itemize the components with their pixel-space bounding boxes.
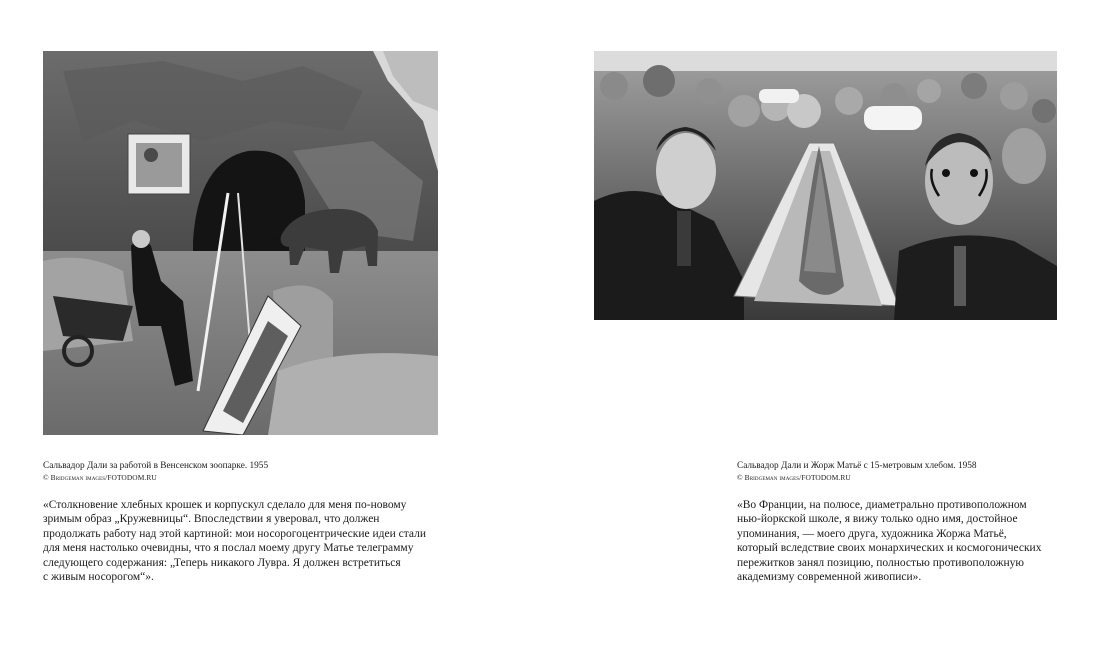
quote-line: зримым образ „Кружевницы“. Впоследствии я уверовал, что должен (43, 513, 380, 526)
quote-line: академизму современной живописи». (737, 571, 922, 584)
quote-line: упоминания, — моего друга, художника Жоржа Матьё, (737, 527, 1007, 540)
caption-right-block (737, 460, 1077, 483)
quote-line: нью-йоркской школе, я вижу только одно имя, достойное (737, 513, 1018, 526)
photo-caption: Сальвадор Дали за работой в Венсенском зоопарке. 1955 (43, 461, 269, 471)
quote-line: который вследствие своих монархических и космогонических (737, 542, 1042, 555)
photo-dali-bread (594, 51, 1057, 320)
photo-credit: © Bridgeman images/FOTODOM.RU (737, 473, 851, 482)
photo-credit: © Bridgeman images/FOTODOM.RU (43, 473, 157, 482)
photo-dali-bread-image (594, 51, 1057, 320)
quote-left (43, 498, 463, 584)
quote-right (737, 498, 1077, 584)
quote-line: пережитков занял позицию, полностью противоположную (737, 556, 1024, 569)
quote-line: «Во Франции, на полюсе, диаметрально противоположном (737, 499, 1027, 511)
quote-line: «Столкновение хлебных крошек и корпускул сделало для меня по-новому (43, 499, 407, 511)
photo-caption: Сальвадор Дали и Жорж Матьё с 15-метровым хлебом. 1958 (737, 461, 977, 471)
quote-line: следующего содержания: „Теперь никакого Лувра. Я должен встретиться (43, 556, 401, 569)
quote-line: для меня настолько очевидны, что я послал моему другу Матье телеграмму (43, 542, 414, 555)
photo-dali-zoo (43, 51, 438, 435)
quote-line: продолжать работу над этой картиной: мои носорогоцентрические идеи стали (43, 527, 426, 540)
caption-left-block (43, 460, 463, 483)
quote-line: с живым носорогом“». (43, 571, 154, 584)
photo-dali-zoo-image (43, 51, 438, 435)
